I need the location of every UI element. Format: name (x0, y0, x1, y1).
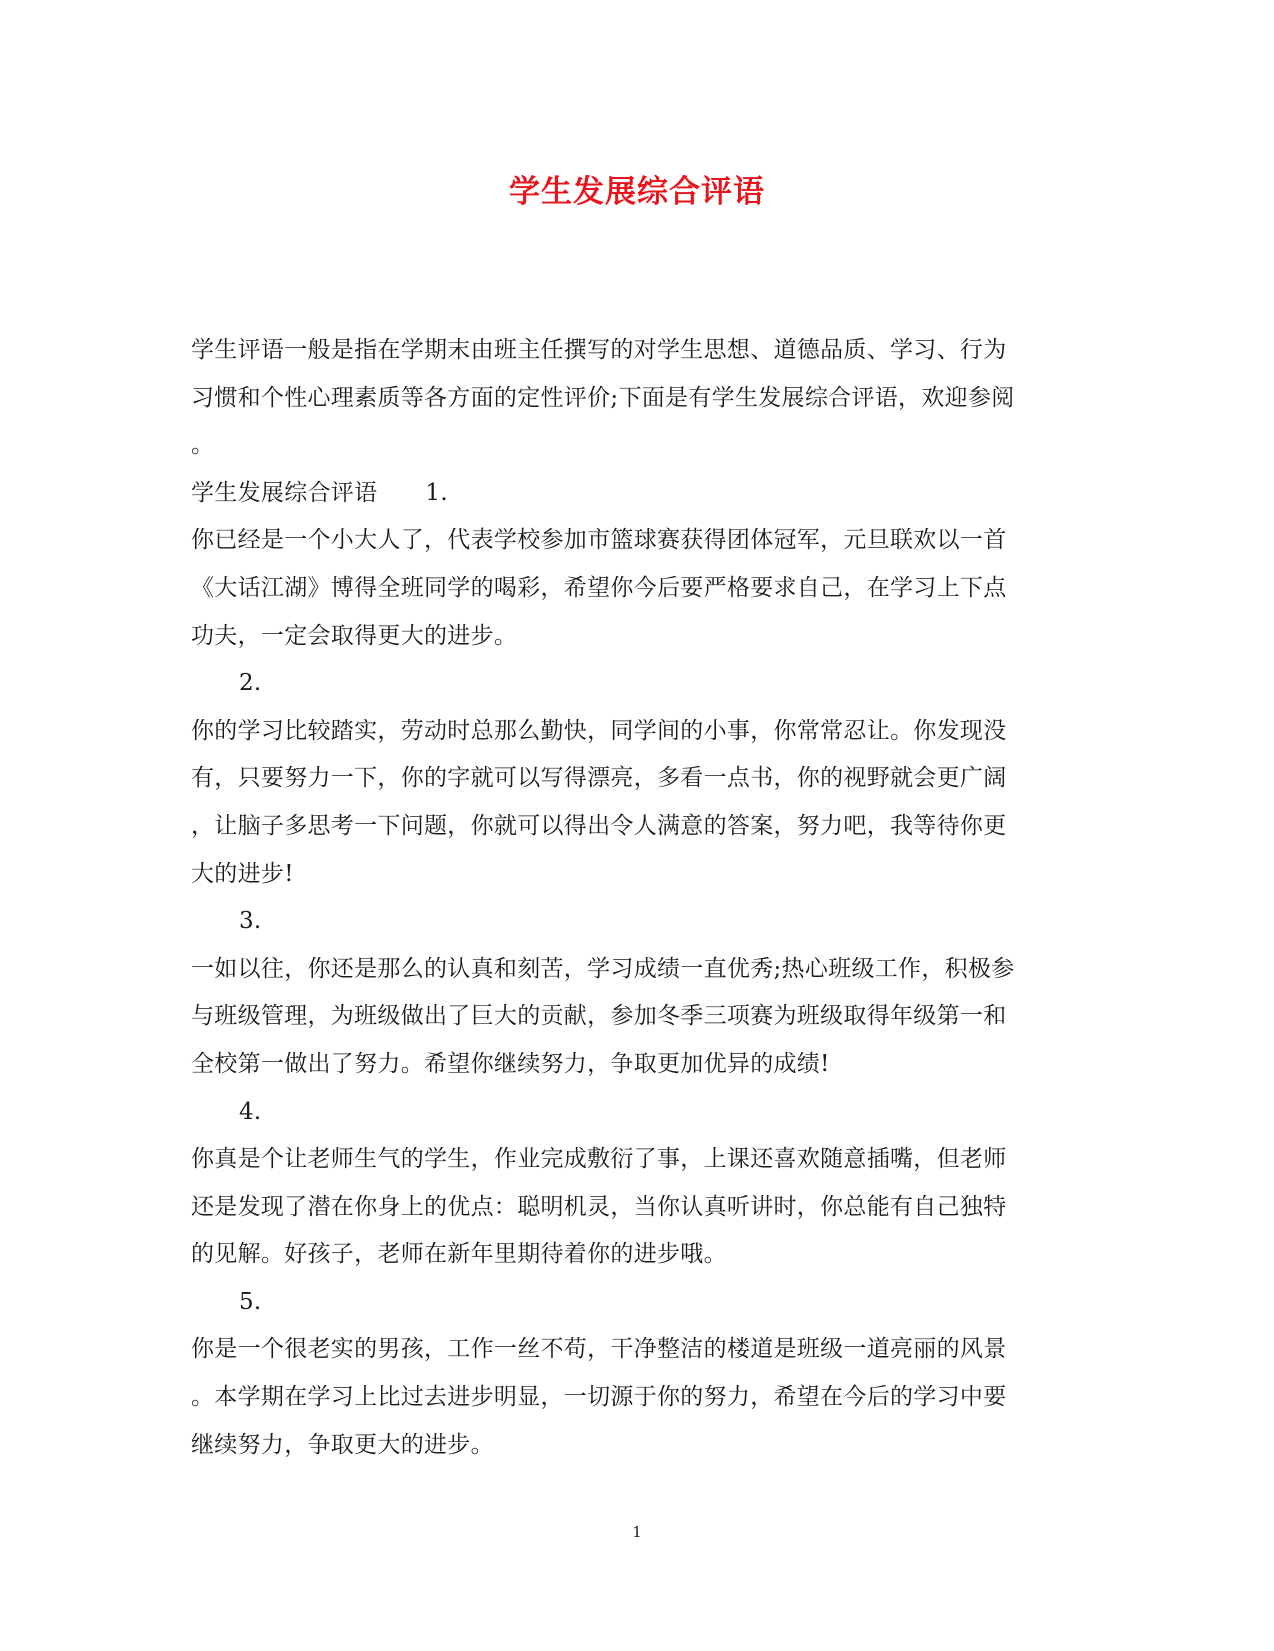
text-line: 习惯和个性心理素质等各方面的定性评价;下面是有学生发展综合评语，欢迎参阅 (191, 384, 1015, 411)
text-line: 与班级管理，为班级做出了巨大的贡献，参加冬季三项赛为班级取得年级第一和 (191, 1003, 1007, 1030)
text-line: 功夫，一定会取得更大的进步。 (191, 622, 518, 649)
item-number: 4. (239, 1098, 262, 1125)
item-number: 5. (239, 1288, 262, 1315)
text-line: 你的学习比较踏实，劳动时总那么勤快，同学间的小事，你常常忍让。你发现没 (191, 717, 1007, 744)
text-line: 全校第一做出了努力。希望你继续努力，争取更加优异的成绩! (191, 1050, 830, 1077)
text-line: 大的进步! (191, 860, 294, 887)
text-line: 你已经是一个小大人了，代表学校参加市篮球赛获得团体冠军，元旦联欢以一首 (191, 527, 1007, 554)
text-line: 的见解。好孩子，老师在新年里期待着你的进步哦。 (191, 1241, 727, 1268)
text-line: 你是一个很老实的男孩，工作一丝不苟，干净整洁的楼道是班级一道亮丽的风景 (191, 1336, 1007, 1363)
item-number: 2. (239, 670, 262, 697)
text-line: ，让脑子多思考一下问题，你就可以得出令人满意的答案，努力吧，我等待你更 (191, 812, 1007, 839)
section-number: 1. (425, 479, 448, 506)
text-line: 还是发现了潜在你身上的优点：聪明机灵，当你认真听讲时，你总能有自己独特 (191, 1193, 1007, 1220)
document-body (191, 327, 1091, 1469)
text-line: 《大话江湖》博得全班同学的喝彩，希望你今后要严格要求自己，在学习上下点 (191, 574, 1007, 601)
page-number: 1 (632, 1523, 642, 1541)
document-title: 学生发展综合评语 (509, 174, 765, 210)
text-line: 有，只要努力一下，你的字就可以写得漂亮，多看一点书，你的视野就会更广阔 (191, 765, 1007, 792)
item-number: 3. (239, 908, 262, 935)
text-line: 学生评语一般是指在学期末由班主任撰写的对学生思想、道德品质、学习、行为 (191, 337, 1007, 363)
section-heading-text: 学生发展综合评语 (191, 479, 378, 506)
text-line: 你真是个让老师生气的学生，作业完成敷衍了事，上课还喜欢随意插嘴，但老师 (191, 1146, 1007, 1173)
text-line: 。 (191, 432, 215, 459)
text-line: 继续努力，争取更大的进步。 (191, 1431, 494, 1458)
section-heading (191, 470, 1091, 518)
text-line: 一如以往，你还是那么的认真和刻苦，学习成绩一直优秀;热心班级工作，积极参 (191, 955, 1015, 982)
text-line: 。本学期在学习上比过去进步明显，一切源于你的努力，希望在今后的学习中要 (191, 1384, 1007, 1411)
